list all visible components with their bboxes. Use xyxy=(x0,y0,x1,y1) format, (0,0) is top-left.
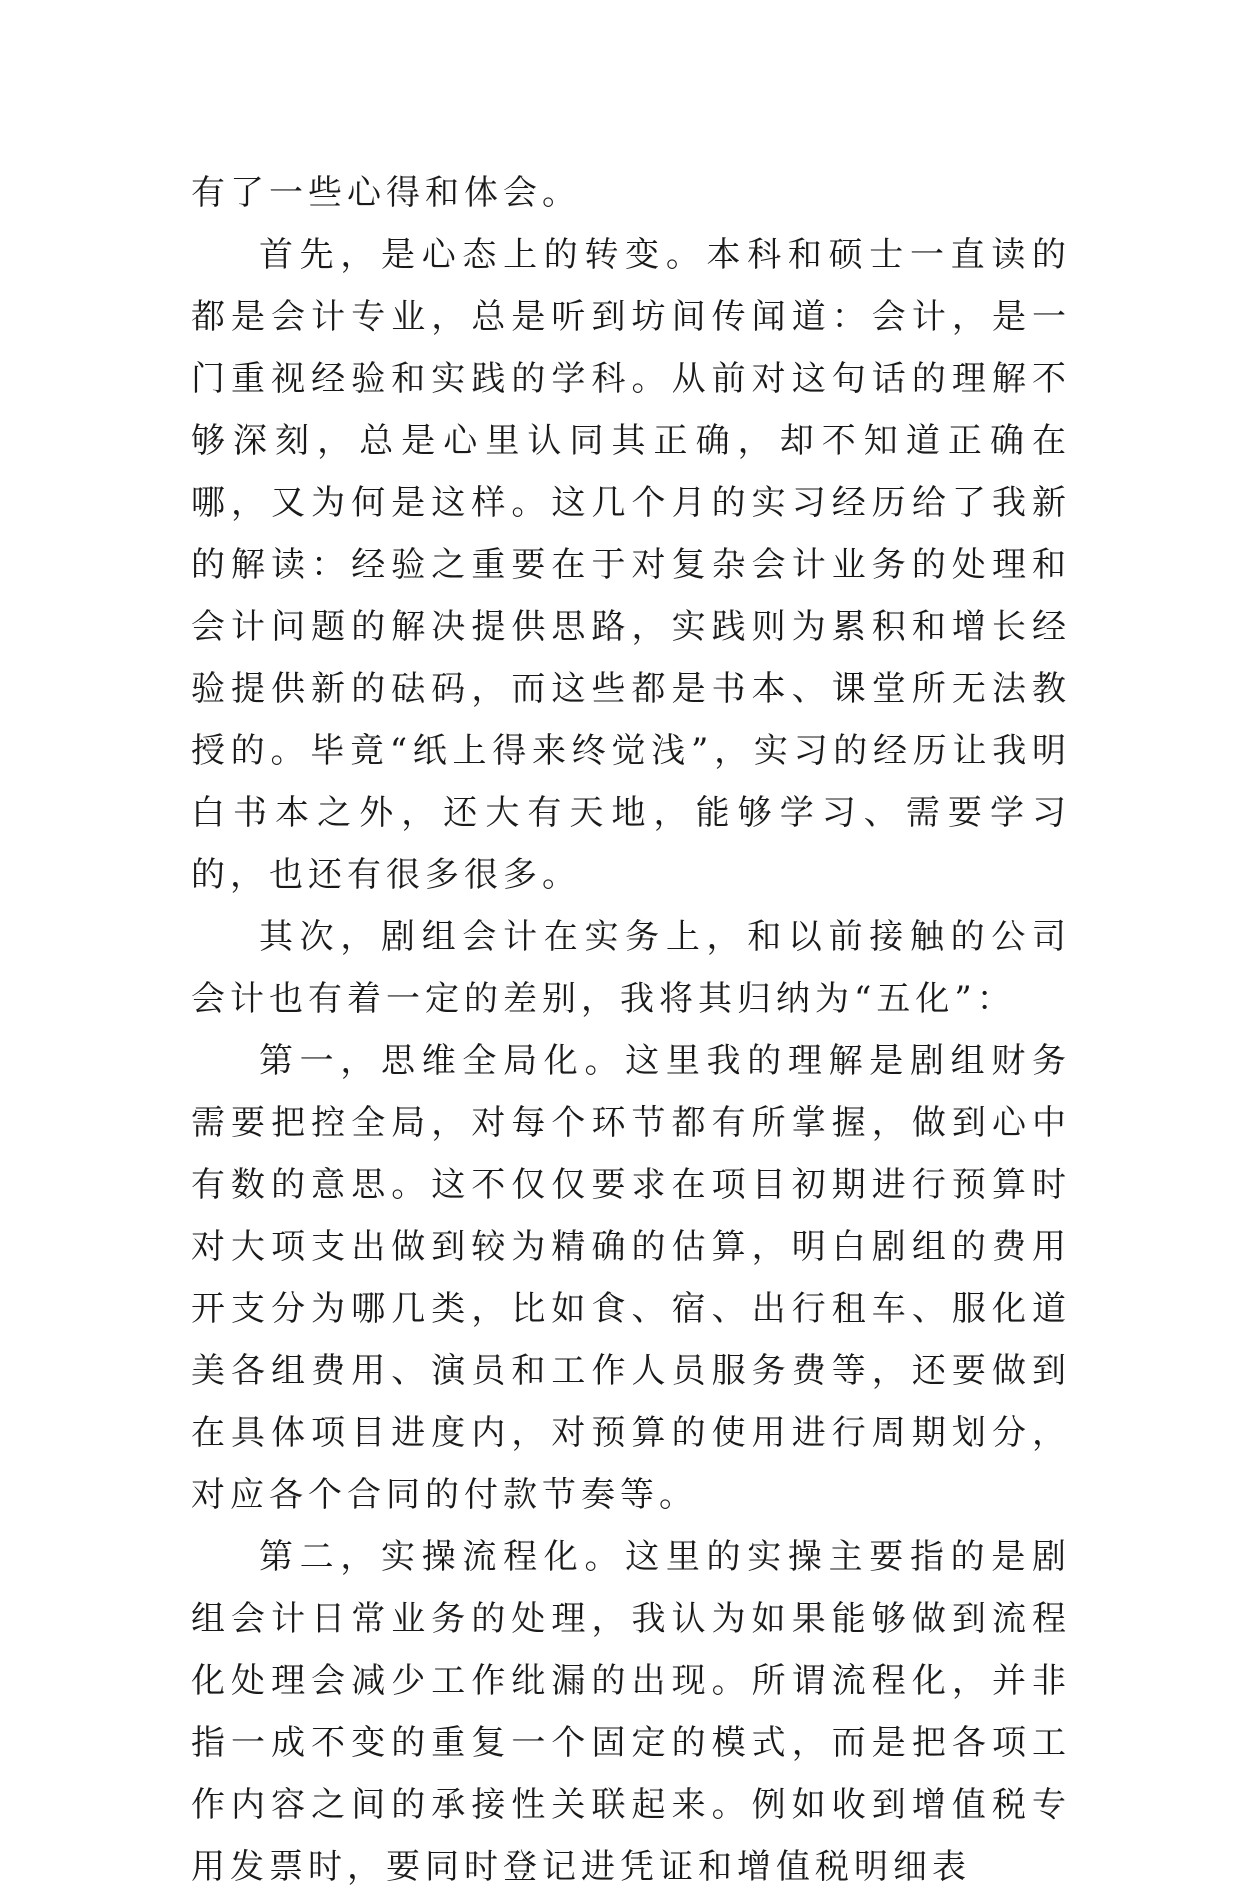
document-body xyxy=(191,162,1071,1898)
paragraph-3: 其次，剧组会计在实务上，和以前接触的公司会计也有着一定的差别，我将其归纳为“五化”： xyxy=(191,917,1071,1019)
paragraph-5: 第二，实操流程化。这里的实操主要指的是剧组会计日常业务的处理，我认为如果能够做到流程化处理会减少工作纰漏的出现。所谓流程化，并非指一成不变的重复一个固定的模式，而是把各项工作内容之间的承接性关联起来。例如收到增值税专用发票时，要同时登记进凭证和增值税明细表 xyxy=(191,1537,1071,1887)
paragraph-2: 首先，是心态上的转变。本科和硕士一直读的都是会计专业，总是听到坊间传闻道：会计，是一门重视经验和实践的学科。从前对这句话的理解不够深刻，总是心里认同其正确，却不知道正确在哪，又为何是这样。这几个月的实习经历给了我新的解读：经验之重要在于对复杂会计业务的处理和会计问题的解决提供思路，实践则为累积和增长经验提供新的砝码，而这些都是书本、课堂所无法教授的。毕竟“纸上得来终觉浅”，实习的经历让我明白书本之外，还大有天地，能够学习、需要学习的，也还有很多很多。 xyxy=(191,235,1071,895)
paragraph-4: 第一，思维全局化。这里我的理解是剧组财务需要把控全局，对每个环节都有所掌握，做到心中有数的意思。这不仅仅要求在项目初期进行预算时对大项支出做到较为精确的估算，明白剧组的费用开支分为哪几类，比如食、宿、出行租车、服化道美各组费用、演员和工作人员服务费等，还要做到在具体项目进度内，对预算的使用进行周期划分，对应各个合同的付款节奏等。 xyxy=(191,1041,1071,1515)
paragraph-1: 有了一些心得和体会。 xyxy=(191,173,581,213)
